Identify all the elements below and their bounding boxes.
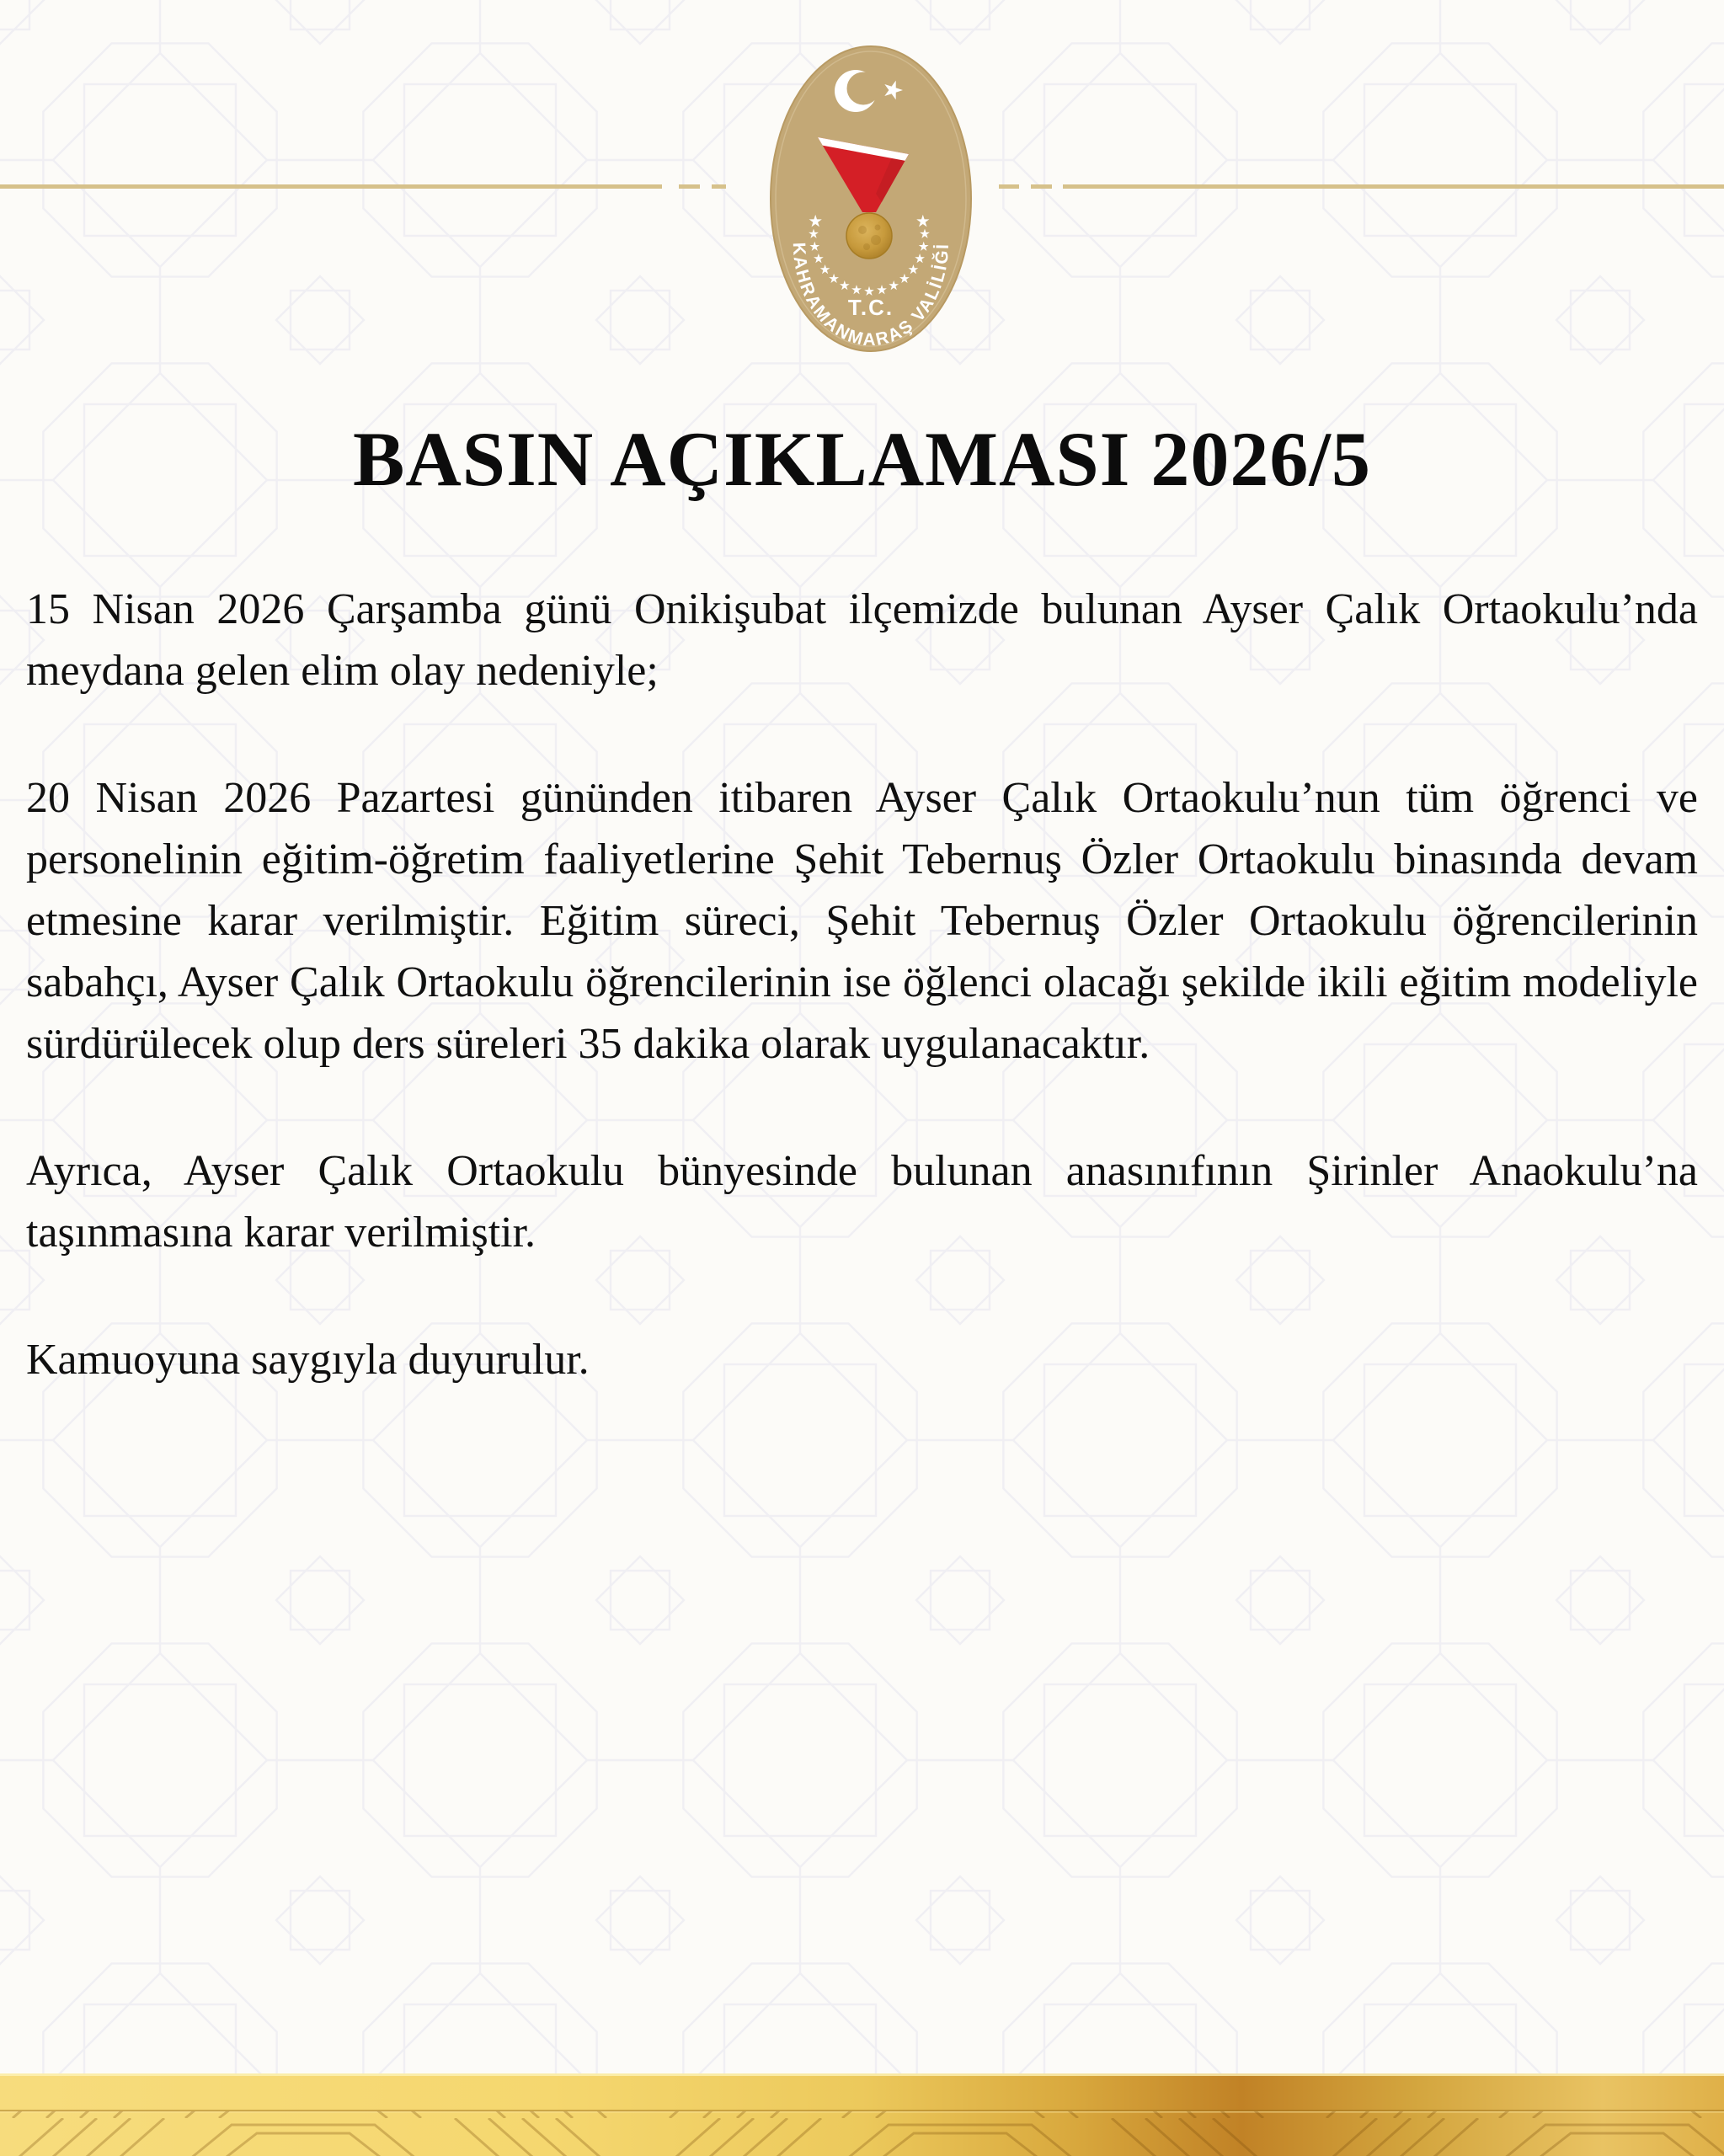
press-release-title: BASIN AÇIKLAMASI 2026/5 [353,416,1371,502]
paragraph-closing: Kamuoyuna saygıyla duyurulur. [26,1336,590,1384]
emblem-organization-label: KAHRAMANMARAŞ VALİLİĞİ [788,242,953,350]
press-release-body [26,579,1698,1456]
gold-divider-right [1063,184,1724,189]
governorship-emblem [768,44,974,354]
emblem-tc-label: T.C. [847,295,894,320]
gold-divider-left-dash [679,184,700,189]
paragraph-preschool: Ayrıca, Ayser Çalık Ortaokulu bünyesinde bulunan anasınıfının Şirinler Anaokulu’na taşınmasına karar verilmiştir. [26,1147,1698,1257]
gold-divider-right-dash [1031,184,1052,189]
gold-divider-right-dash [999,184,1019,189]
gold-divider-left-dash [712,184,726,189]
medal-icon [846,213,892,259]
gold-divider-left [0,184,662,189]
paragraph-decision: 20 Nisan 2026 Pazartesi gününden itibaren Ayser Çalık Ortaokulu’nun tüm öğrenci ve personelinin eğitim-öğretim faaliyetlerine Şehit Tebernuş Özler Ortaokulu binasında devam etmesine karar verilmiştir. Eğitim süreci, Şehit Tebernuş Özler Ortaokulu öğrencilerinin sabahçı, Ayser Çalık Ortaokulu öğrencilerinin ise öğlenci olacağı şekilde ikili eğitim modeliyle sürdürülecek olup ders süreleri 35 dakika olarak uygulanacaktır. [26,774,1698,1068]
paragraph-incident: 15 Nisan 2026 Çarşamba günü Onikişubat ilçemizde bulunan Ayser Çalık Ortaokulu’nda meydana gelen elim olay nedeniyle; [26,585,1698,695]
bottom-gold-band [0,2073,1724,2156]
